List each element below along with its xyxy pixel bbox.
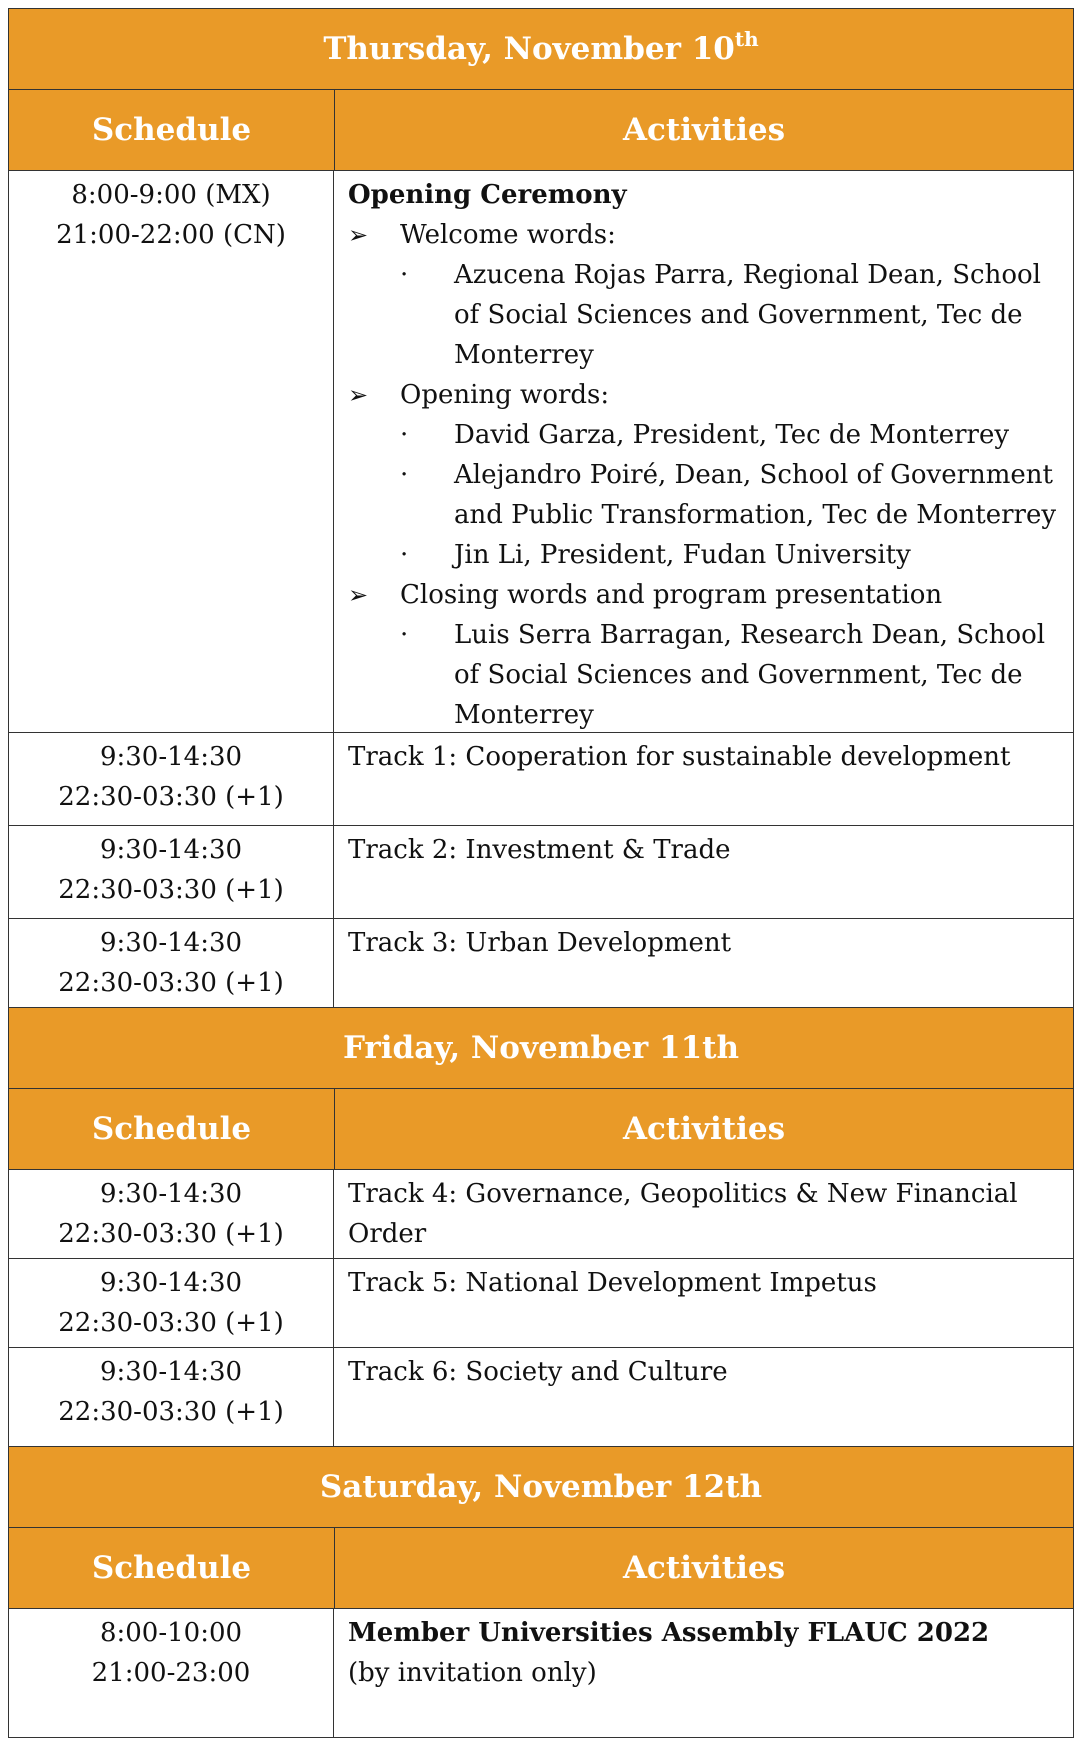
- dot-bullet-icon: ·: [400, 260, 409, 290]
- activity-cell: Track 3: Urban Development: [348, 928, 732, 958]
- list-item: · Jin Li, President, Fudan University: [348, 535, 1061, 575]
- activity-cell: Track 6: Society and Culture: [348, 1357, 728, 1387]
- table-row: [8, 170, 1074, 733]
- table-row: [8, 1258, 1074, 1348]
- activity-cell: [334, 171, 1073, 732]
- table-row: [8, 1169, 1074, 1259]
- table-row: [8, 1347, 1074, 1447]
- list-item: ➢ Closing words and program presentation: [348, 575, 1061, 615]
- schedule-cell: 9:30-14:30 22:30-03:30 (+1): [9, 733, 334, 825]
- schedule-cell: 9:30-14:30 22:30-03:30 (+1): [9, 919, 334, 1007]
- schedule-cell: 8:00-10:00 21:00-23:00: [9, 1609, 334, 1737]
- table-row: [8, 732, 1074, 826]
- schedule-cell: 9:30-14:30 22:30-03:30 (+1): [9, 1170, 334, 1258]
- activities-header: Activities: [622, 112, 786, 148]
- activities-header: Activities: [622, 1111, 786, 1147]
- list-item: · David Garza, President, Tec de Monterrey: [348, 415, 1061, 455]
- list-item: · Azucena Rojas Parra, Regional Dean, School of Social Sciences and Government, Tec de Monterrey: [348, 255, 1061, 375]
- header-row: [8, 1527, 1074, 1609]
- activity-cell: Track 4: Governance, Geopolitics & New Financial Order: [348, 1179, 1018, 1249]
- schedule-cell: 8:00-9:00 (MX) 21:00-22:00 (CN): [9, 171, 334, 732]
- invitation-note: (by invitation only): [348, 1658, 597, 1688]
- arrow-bullet-icon: ➢: [348, 221, 369, 249]
- table-row: [8, 825, 1074, 919]
- schedule-header: Schedule: [9, 1089, 335, 1169]
- activity-cell: Track 5: National Development Impetus: [348, 1268, 877, 1298]
- header-row: [8, 89, 1074, 171]
- list-item: ➢ Welcome words:: [348, 215, 1061, 255]
- day-title-friday: Friday, November 11th: [8, 1007, 1074, 1089]
- day-title-thursday: Thursday, November 10 $^{th}$: [8, 8, 1074, 90]
- schedule-header: Schedule: [9, 90, 335, 170]
- schedule-cell: 9:30-14:30 22:30-03:30 (+1): [9, 826, 334, 918]
- list-item: · Luis Serra Barragan, Research Dean, School of Social Sciences and Government, Tec de Monterrey: [348, 615, 1061, 735]
- assembly-heading: Member Universities Assembly FLAUC 2022: [348, 1618, 990, 1648]
- arrow-bullet-icon: ➢: [348, 581, 369, 609]
- list-item: ➢ Opening words:: [348, 375, 1061, 415]
- dot-bullet-icon: ·: [400, 540, 409, 570]
- list-item: · Alejandro Poiré, Dean, School of Government and Public Transformation, Tec de Monterrey: [348, 455, 1061, 535]
- table-row: [8, 1608, 1074, 1738]
- dot-bullet-icon: ·: [400, 420, 409, 450]
- activity-cell: [334, 1609, 1073, 1737]
- schedule-cell: 9:30-14:30 22:30-03:30 (+1): [9, 1348, 334, 1446]
- dot-bullet-icon: ·: [400, 620, 409, 650]
- schedule-cell: 9:30-14:30 22:30-03:30 (+1): [9, 1259, 334, 1347]
- opening-ceremony-heading: Opening Ceremony: [348, 180, 627, 210]
- schedule-header: Schedule: [9, 1528, 335, 1608]
- table-row: [8, 918, 1074, 1008]
- activity-cell: Track 2: Investment & Trade: [348, 835, 731, 865]
- header-row: [8, 1088, 1074, 1170]
- day-title-saturday: Saturday, November 12th: [8, 1446, 1074, 1528]
- arrow-bullet-icon: ➢: [348, 381, 369, 409]
- activities-header: Activities: [622, 1550, 786, 1586]
- activity-cell: Track 1: Cooperation for sustainable development: [348, 742, 1011, 772]
- dot-bullet-icon: ·: [400, 460, 409, 490]
